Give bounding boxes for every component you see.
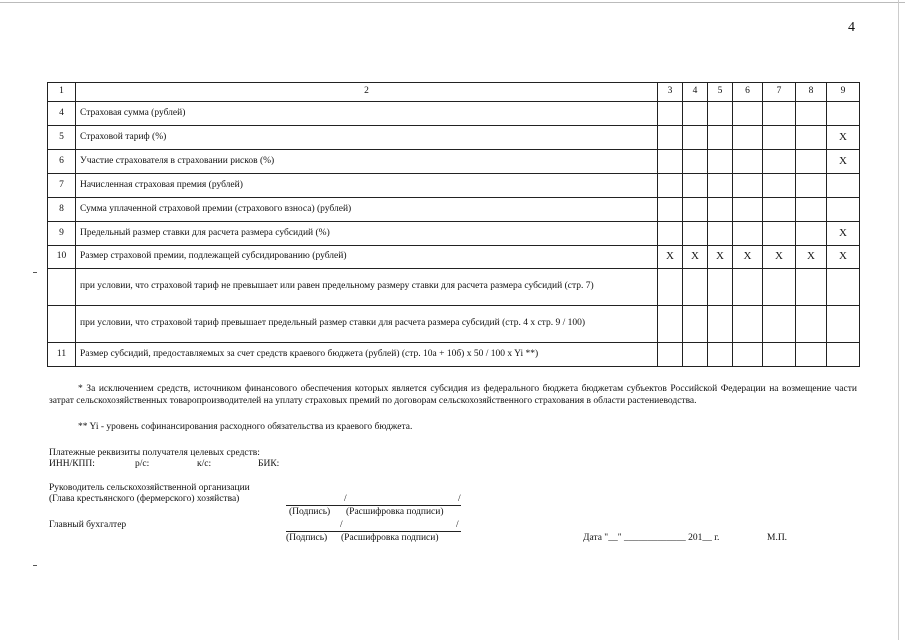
- table-row: [48, 343, 860, 367]
- header-cell: 7: [763, 83, 796, 102]
- mark-cell: X: [763, 246, 796, 269]
- mark-cell: [827, 343, 860, 367]
- head-sign-caption: (Подпись): [289, 507, 331, 517]
- mark-cell: [796, 306, 827, 343]
- mark-cell: X: [658, 246, 683, 269]
- mark-cell: [683, 150, 708, 174]
- mark-cell: [708, 198, 733, 222]
- mark-cell: [733, 198, 763, 222]
- mark-cell: [708, 102, 733, 126]
- mark-cell: [763, 174, 796, 198]
- mark-cell: [708, 150, 733, 174]
- mark-cell: [658, 102, 683, 126]
- mark-cell: [658, 269, 683, 306]
- row-number: 9: [48, 222, 76, 246]
- mark-cell: [658, 306, 683, 343]
- mark-cell: [708, 222, 733, 246]
- table-row: [48, 198, 860, 222]
- accountant-decode-caption: (Расшифровка подписи): [341, 533, 439, 543]
- mark-cell: [827, 174, 860, 198]
- footnote-2: ** Yi - уровень софинансирования расходного обязательства из краевого бюджета.: [78, 422, 413, 432]
- mark-cell: [658, 126, 683, 150]
- mark-cell: [658, 198, 683, 222]
- row-number: 7: [48, 174, 76, 198]
- mark-cell: [683, 343, 708, 367]
- mark-cell: [827, 102, 860, 126]
- requisite-ks: к/с:: [197, 459, 212, 469]
- row-label: при условии, что страховой тариф превышает предельный размер ставки для расчета размера субсидий (стр. 4 x стр. 9 / 100): [76, 306, 658, 343]
- mark-cell: [683, 102, 708, 126]
- table-row: [48, 174, 860, 198]
- mark-cell: X: [827, 222, 860, 246]
- row-label: при условии, что страховой тариф не превышает или равен предельному размеру ставки для расчета размера субсидий (стр. 7): [76, 269, 658, 306]
- mark-cell: [683, 126, 708, 150]
- table-row: [48, 102, 860, 126]
- mark-cell: [763, 198, 796, 222]
- mark-cell: [763, 126, 796, 150]
- mark-cell: [683, 174, 708, 198]
- row-label: Размер страховой премии, подлежащей субсидированию (рублей): [76, 246, 658, 269]
- row-label: Участие страхователя в страховании рисков (%): [76, 150, 658, 174]
- table-row: [48, 126, 860, 150]
- header-cell: 2: [76, 83, 658, 102]
- mark-cell: [708, 306, 733, 343]
- mark-cell: [763, 222, 796, 246]
- mark-cell: [763, 343, 796, 367]
- row-number: 4: [48, 102, 76, 126]
- head-signature-slash: /: [344, 494, 347, 504]
- date-field: Дата "__" _____________ 201__ г.: [583, 533, 720, 543]
- mark-cell: [763, 269, 796, 306]
- row-number: [48, 269, 76, 306]
- footnote-1: * За исключением средств, источником финансового обеспечения которых является субсидия из федерального бюджета бюджетам субъектов Российской Федерации на возмещение части затрат сельскохозяйственных товаропроизводителей на уплату страховых премий по договорам сельскохозяйственного страхования в области растениеводства.: [49, 384, 857, 406]
- mark-cell: [733, 343, 763, 367]
- page-number: 4: [848, 20, 855, 35]
- mark-cell: X: [683, 246, 708, 269]
- mark-cell: [733, 126, 763, 150]
- mark-cell: [796, 343, 827, 367]
- accountant-signature-line: [286, 531, 461, 532]
- head-signature-line: [286, 505, 461, 506]
- header-cell: 8: [796, 83, 827, 102]
- mark-cell: [796, 174, 827, 198]
- margin-tick: [33, 565, 37, 566]
- mark-cell: [763, 150, 796, 174]
- mark-cell: [796, 102, 827, 126]
- margin-tick: [33, 272, 37, 273]
- mark-cell: [733, 102, 763, 126]
- mark-cell: [708, 174, 733, 198]
- row-number: [48, 306, 76, 343]
- mark-cell: [733, 150, 763, 174]
- row-number: 5: [48, 126, 76, 150]
- page-right-edge: [898, 0, 899, 640]
- accountant-signature-slash: /: [340, 520, 343, 530]
- row-label: Страховой тариф (%): [76, 126, 658, 150]
- mark-cell: [683, 269, 708, 306]
- mark-cell: X: [796, 246, 827, 269]
- mark-cell: [796, 269, 827, 306]
- mark-cell: [827, 269, 860, 306]
- mark-cell: [733, 306, 763, 343]
- mark-cell: [733, 222, 763, 246]
- mark-cell: [733, 174, 763, 198]
- mark-cell: [683, 198, 708, 222]
- mark-cell: [827, 198, 860, 222]
- subsidy-calculation-table: [47, 82, 860, 367]
- table-row: [48, 269, 860, 306]
- mark-cell: [683, 306, 708, 343]
- mark-cell: [708, 269, 733, 306]
- row-number: 8: [48, 198, 76, 222]
- header-cell: 1: [48, 83, 76, 102]
- mark-cell: [658, 150, 683, 174]
- mark-cell: [683, 222, 708, 246]
- mark-cell: [708, 126, 733, 150]
- mark-cell: [763, 102, 796, 126]
- mark-cell: X: [827, 150, 860, 174]
- header-cell: 9: [827, 83, 860, 102]
- mark-cell: [658, 222, 683, 246]
- mark-cell: X: [733, 246, 763, 269]
- mark-cell: X: [708, 246, 733, 269]
- header-cell: 3: [658, 83, 683, 102]
- mark-cell: [796, 150, 827, 174]
- table-header-row: [48, 83, 860, 102]
- header-cell: 6: [733, 83, 763, 102]
- requisite-bik: БИК:: [258, 459, 280, 469]
- mark-cell: [733, 269, 763, 306]
- mark-cell: [658, 343, 683, 367]
- page-top-border: [0, 2, 905, 3]
- mark-cell: [796, 222, 827, 246]
- requisites-title: Платежные реквизиты получателя целевых средств:: [49, 448, 260, 458]
- row-label: Предельный размер ставки для расчета размера субсидий (%): [76, 222, 658, 246]
- header-cell: 4: [683, 83, 708, 102]
- row-label: Размер субсидий, предоставляемых за счет средств краевого бюджета (рублей) (стр. 10а + 10б) x 50 / 100 x Yi **): [76, 343, 658, 367]
- head-title-line1: Руководитель сельскохозяйственной организации: [49, 483, 250, 493]
- mark-cell: [658, 174, 683, 198]
- mark-cell: [708, 343, 733, 367]
- row-label: Страховая сумма (рублей): [76, 102, 658, 126]
- row-number: 6: [48, 150, 76, 174]
- table-row: [48, 150, 860, 174]
- table-body: [48, 83, 860, 367]
- chief-accountant-label: Главный бухгалтер: [49, 520, 127, 530]
- head-title-line2: (Глава крестьянского (фермерского) хозяйства): [49, 494, 240, 504]
- requisite-inn: ИНН/КПП:: [49, 459, 95, 469]
- row-label: Начисленная страховая премия (рублей): [76, 174, 658, 198]
- stamp-place: М.П.: [767, 533, 788, 543]
- mark-cell: [796, 198, 827, 222]
- accountant-sign-caption: (Подпись): [286, 533, 328, 543]
- row-label: Сумма уплаченной страховой премии (страхового взноса) (рублей): [76, 198, 658, 222]
- requisite-rs: р/с:: [135, 459, 150, 469]
- mark-cell: X: [827, 126, 860, 150]
- head-decode-caption: (Расшифровка подписи): [346, 507, 444, 517]
- accountant-signature-end-slash: /: [456, 520, 459, 530]
- mark-cell: X: [827, 246, 860, 269]
- table-row: [48, 222, 860, 246]
- mark-cell: [827, 306, 860, 343]
- mark-cell: [763, 306, 796, 343]
- table-row: [48, 246, 860, 269]
- row-number: 11: [48, 343, 76, 367]
- head-signature-end-slash: /: [458, 494, 461, 504]
- header-cell: 5: [708, 83, 733, 102]
- mark-cell: [796, 126, 827, 150]
- table-row: [48, 306, 860, 343]
- row-number: 10: [48, 246, 76, 269]
